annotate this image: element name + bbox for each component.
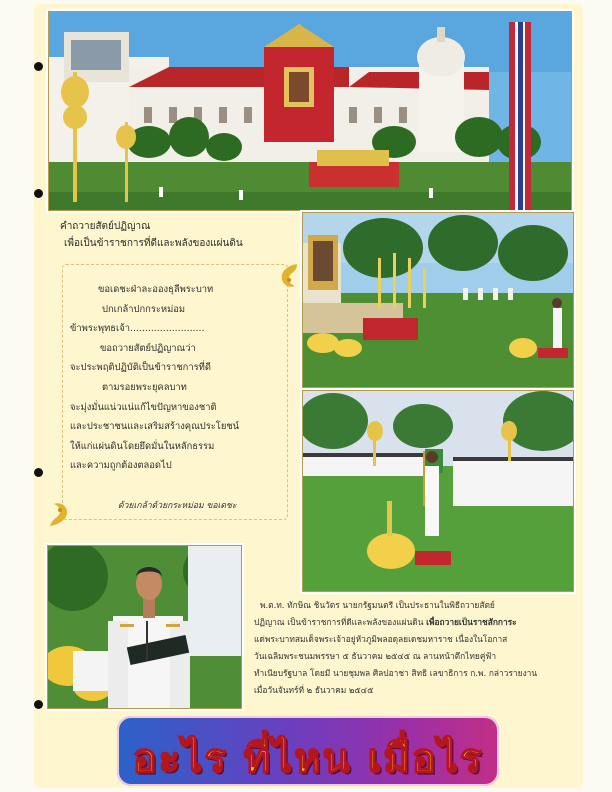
caption-line: ทำเนียบรัฐบาล โดยมี นายชุมพล ศิลปอาชา สิทธิ เลขาธิการ ก.พ. กล่าวรายงาน [254,668,538,678]
oath-line: ปกเกล้าปกกระหม่อม [102,303,186,315]
binder-hole [34,189,43,198]
photo-caption [254,597,572,699]
section-banner [117,716,499,786]
binder-hole [34,62,43,71]
ornament-icon [48,498,74,528]
caption-line: ปฏิญาณ เป็นข้าราชการที่ดีและพลังของแผ่นดิน [254,617,427,627]
binder-hole [34,468,43,477]
oath-line: ขอถวายสัตย์ปฏิญาณว่า [100,342,196,354]
caption-line: พ.ต.ท. ทักษิณ ชินวัตร นายกรัฐมนตรี เป็นประธานในพิธีถวายสัตย์ [260,600,495,610]
oath-line: ข้าพระพุทธเจ้า......................... [70,323,205,335]
banner-title: อะไร ที่ไหน เมื่อไร [132,736,484,782]
caption-line: เมื่อวันจันทร์ที่ ๒ ธันวาคม ๒๕๔๕ [254,685,374,695]
binder-hole [34,700,43,709]
oath-title-line: คำถวายสัตย์ปฏิญาณ [60,221,151,232]
caption-line: แด่พระบาทสมเด็จพระเจ้าอยู่หัวภูมิพลอดุลยเดชมหาราช เนื่องในโอกาส [254,634,508,644]
oath-closing: ด้วยเกล้าด้วยกระหม่อม ขอเดชะ [118,501,237,511]
government-house-photo [48,11,572,211]
oath-line: ตามรอยพระยุคลบาท [102,381,187,393]
oath-title [60,218,292,252]
oath-subtitle-line: เพื่อเป็นข้าราชการที่ดีและพลังของแผ่นดิน [64,238,243,249]
oath-text [70,280,285,476]
caption-emphasis: เพื่อถวายเป็นราชสักการะ [426,617,517,627]
ceremony-altar-photo [302,212,574,388]
oath-line: และความถูกต้องตลอดไป [70,460,172,472]
officials-lawn-photo [302,390,574,592]
oath-line: จะประพฤติปฏิบัติเป็นข้าราชการที่ดี [70,362,211,374]
oath-line: ขอเดชะฝ่าละอองธุลีพระบาท [98,284,214,295]
oath-line: จะมุ่งมั่นแน่วแน่แก้ไขปัญหาของชาติ [70,401,217,413]
oath-line: ให้แก่แผ่นดินโดยยึดมั่นในหลักธรรม [70,440,215,452]
caption-line: วันเฉลิมพระชนมพรรษา ๕ ธันวาคม ๒๕๔๕ ณ ลานหน้าตึกไทยคู่ฟ้า [254,651,497,661]
oath-line: และประชาชนและเสริมสร้างคุณประโยชน์ [70,421,240,433]
prime-minister-photo [47,545,242,709]
